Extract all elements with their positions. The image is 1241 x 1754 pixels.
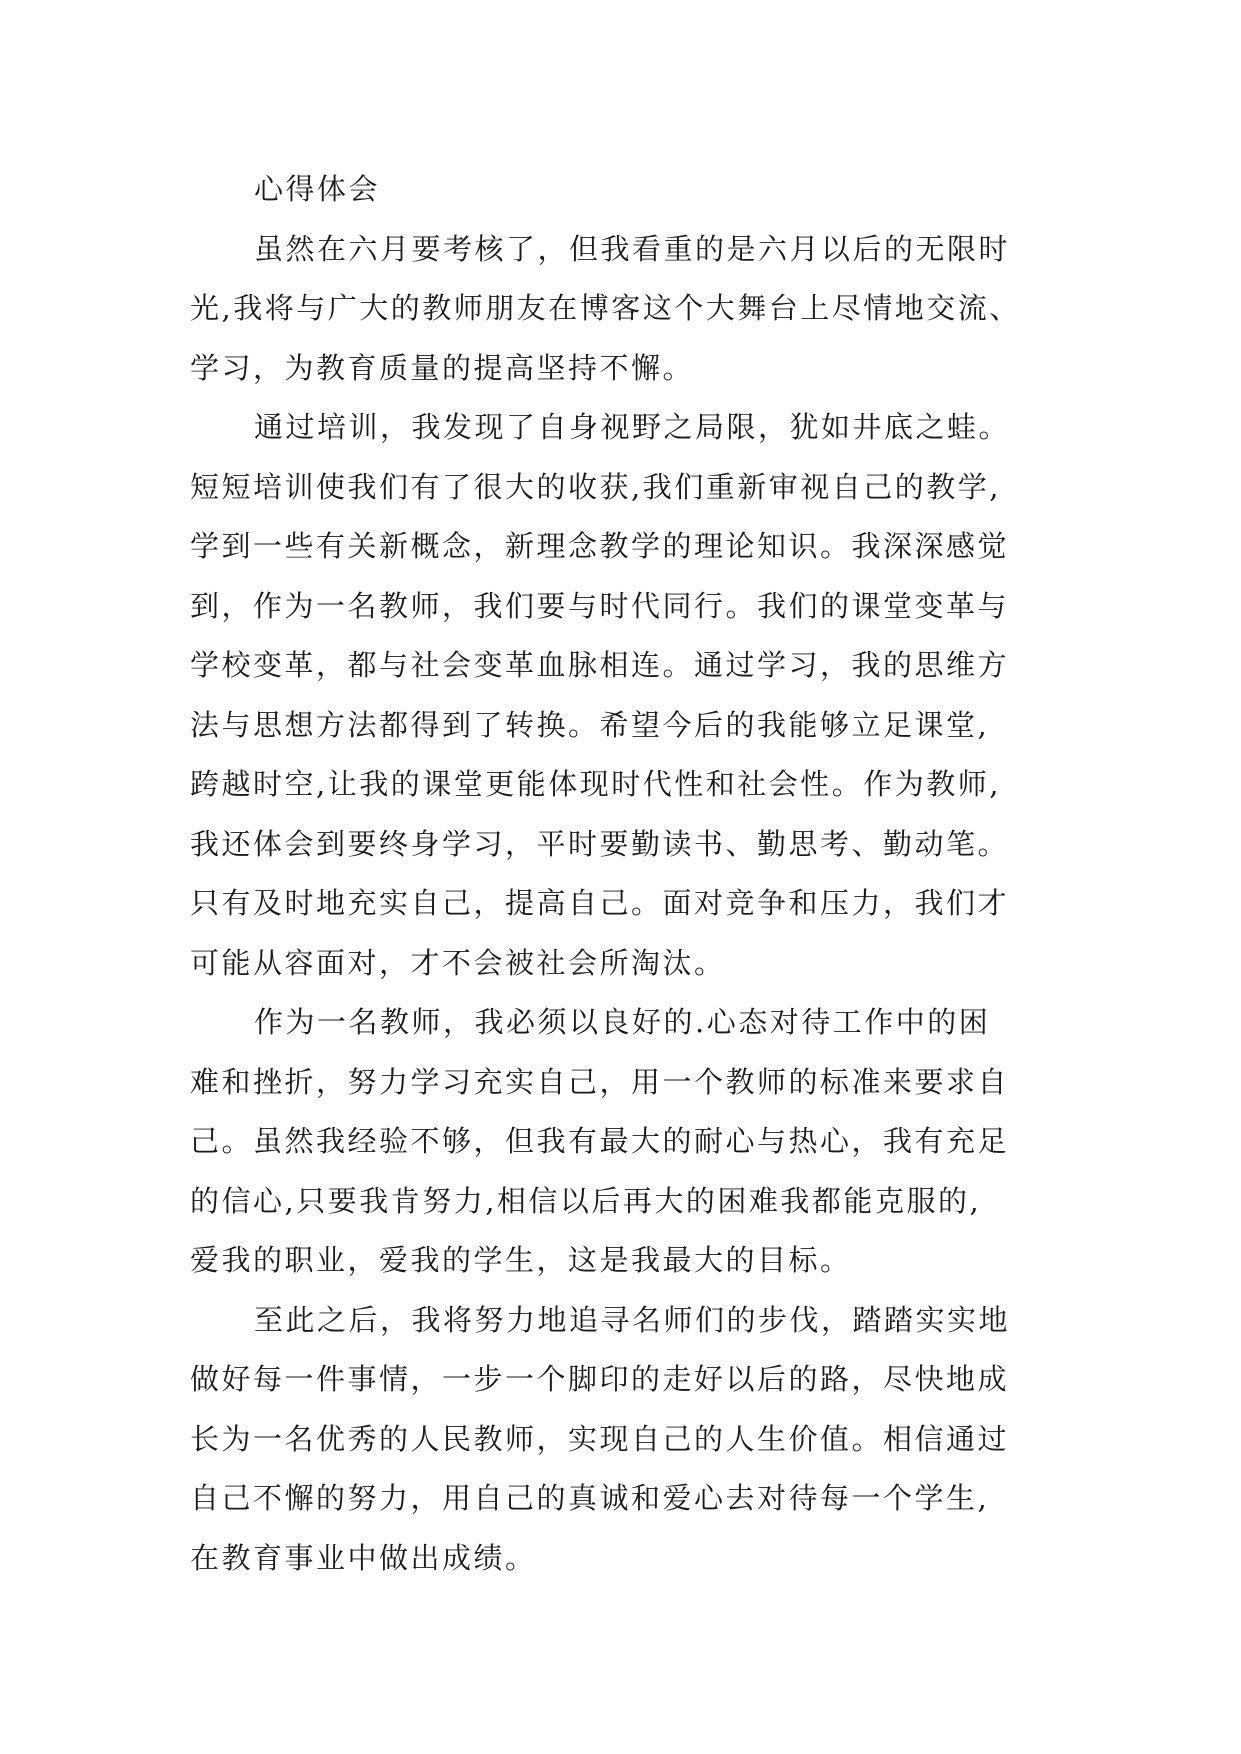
paragraph-2-line-2: 短短培训使我们有了很大的收获,我们重新审视自己的教学, xyxy=(190,469,1001,504)
paragraph-4-line-5: 在教育事业中做出成绩。 xyxy=(190,1540,537,1575)
document-body xyxy=(190,160,1090,1588)
paragraph-3-line-1: 作为一名教师，我必须以良好的.心态对待工作中的困 xyxy=(254,1005,991,1039)
paragraph-1-line-1: 虽然在六月要考核了，但我看重的是六月以后的无限时 xyxy=(254,231,1011,266)
paragraph-2-line-1: 通过培训，我发现了自身视野之局限，犹如井底之蛙。 xyxy=(254,410,1011,444)
paragraph-2-line-7: 跨越时空,让我的课堂更能体现时代性和社会性。作为教师, xyxy=(190,767,1001,801)
paragraph-3-line-2: 难和挫折，努力学习充实自己，用一个教师的标准来要求自 xyxy=(190,1064,1010,1099)
paragraph-2-line-10: 可能从容面对，才不会被社会所淘汰。 xyxy=(190,945,726,980)
paragraph-4-line-1: 至此之后，我将努力地追寻名师们的步伐，踏踏实实地 xyxy=(254,1302,1011,1337)
document-title: 心得体会 xyxy=(254,172,381,206)
paragraph-2-line-6: 法与思想方法都得到了转换。希望今后的我能够立足课堂, xyxy=(190,707,990,742)
paragraph-1-line-2: 光,我将与广大的教师朋友在博客这个大舞台上尽情地交流、 xyxy=(190,291,1021,325)
paragraph-2-line-8: 我还体会到要终身学习，平时要勤读书、勤思考、勤动笔。 xyxy=(190,826,1010,861)
paragraph-2-line-4: 到，作为一名教师，我们要与时代同行。我们的课堂变革与 xyxy=(190,588,1010,623)
paragraph-1-line-3: 学习，为教育质量的提高坚持不懈。 xyxy=(190,350,695,385)
paragraph-2-line-3: 学到一些有关新概念，新理念教学的理论知识。我深深感觉 xyxy=(190,529,1010,563)
paragraph-2-line-5: 学校变革，都与社会变革血脉相连。通过学习，我的思维方 xyxy=(190,648,1010,682)
paragraph-4-line-2: 做好每一件事情，一步一个脚印的走好以后的路，尽快地成 xyxy=(190,1362,1010,1396)
paragraph-3-line-5: 爱我的职业，爱我的学生，这是我最大的目标。 xyxy=(190,1243,852,1277)
paragraph-4-line-3: 长为一名优秀的人民教师，实现自己的人生价值。相信通过 xyxy=(190,1421,1010,1456)
paragraph-2-line-9: 只有及时地充实自己，提高自己。面对竞争和压力，我们才 xyxy=(190,886,1010,920)
paragraph-3-line-3: 己。虽然我经验不够，但我有最大的耐心与热心，我有充足 xyxy=(190,1124,1010,1158)
paragraph-3-line-4: 的信心,只要我肯努力,相信以后再大的困难我都能克服的, xyxy=(190,1183,982,1218)
paragraph-4-line-4: 自己不懈的努力，用自己的真诚和爱心去对待每一个学生, xyxy=(190,1481,990,1515)
